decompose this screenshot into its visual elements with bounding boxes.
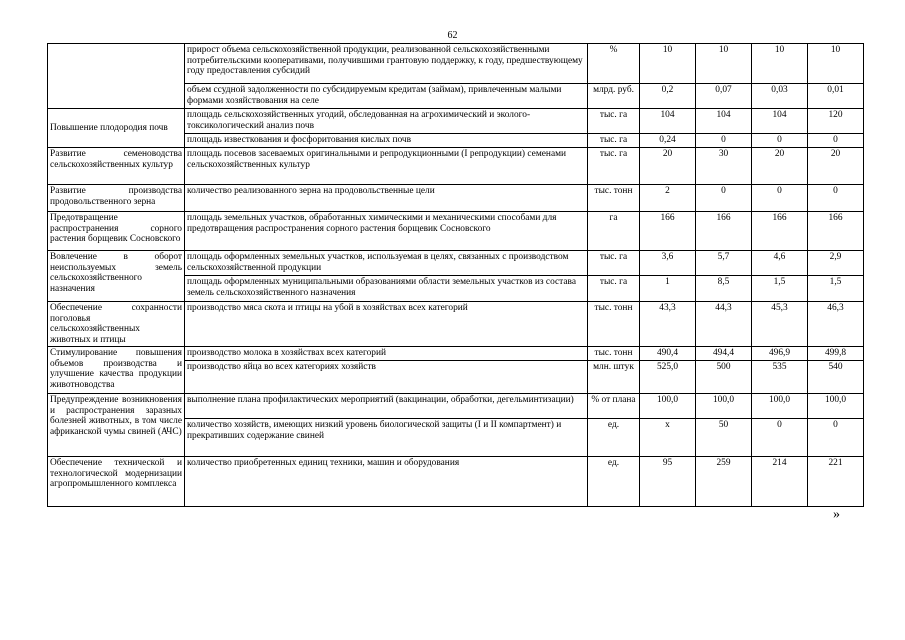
direction-cell — [48, 44, 185, 109]
value-cell: 1,5 — [808, 276, 864, 302]
value-cell: 0 — [808, 419, 864, 457]
value-cell: 0,03 — [752, 84, 808, 109]
indicator-cell: объем ссудной задолженности по субсидируемым кредитам (займам), привлеченным малыми формами хозяйствования на селе — [185, 84, 588, 109]
value-cell: 0 — [696, 134, 752, 148]
value-cell: 43,3 — [640, 302, 696, 347]
value-cell: 0 — [808, 134, 864, 148]
value-cell: 496,9 — [752, 347, 808, 361]
value-cell: 45,3 — [752, 302, 808, 347]
value-cell: 20 — [808, 148, 864, 185]
direction-cell: Обеспечение сохранности поголовья сельскохозяйственных животных и птицы — [48, 302, 185, 347]
table-row — [48, 44, 864, 84]
value-cell: 0,07 — [696, 84, 752, 109]
value-cell: 494,4 — [696, 347, 752, 361]
value-cell: 0 — [752, 134, 808, 148]
unit-cell: тыс. тонн — [588, 302, 640, 347]
table-row — [48, 212, 864, 251]
indicator-cell: площадь посевов засеваемых оригинальными и репродукционными (I репродукции) семенами сельскохозяйственных культур — [185, 148, 588, 185]
value-cell: 499,8 — [808, 347, 864, 361]
value-cell: 0 — [752, 419, 808, 457]
direction-cell: Стимулирование повышения объемов производства и улучшение качества продукции животноводства — [48, 347, 185, 394]
value-cell: 0,24 — [640, 134, 696, 148]
direction-cell: Развитие семеноводства сельскохозяйственных культур — [48, 148, 185, 185]
value-cell: 0 — [696, 185, 752, 212]
unit-cell: тыс. га — [588, 276, 640, 302]
value-cell: 2,9 — [808, 251, 864, 276]
value-cell: 104 — [696, 109, 752, 134]
indicator-cell: площадь земельных участков, обработанных химическими и механическими способами для предотвращения распространения сорного растения борщевик Сосновского — [185, 212, 588, 251]
value-cell: 166 — [696, 212, 752, 251]
indicator-cell: производство яйца во всех категориях хозяйств — [185, 361, 588, 394]
table-row — [48, 347, 864, 361]
value-cell: 104 — [752, 109, 808, 134]
unit-cell: % — [588, 44, 640, 84]
value-cell: 46,3 — [808, 302, 864, 347]
direction-cell: Обеспечение технической и технологической модернизации агропромышленного комплекса — [48, 457, 185, 507]
value-cell: 166 — [808, 212, 864, 251]
value-cell: 20 — [640, 148, 696, 185]
unit-cell: млн. штук — [588, 361, 640, 394]
value-cell: 2 — [640, 185, 696, 212]
value-cell: 50 — [696, 419, 752, 457]
value-cell: 0 — [808, 185, 864, 212]
value-cell: 100,0 — [808, 394, 864, 419]
value-cell: х — [640, 419, 696, 457]
table-row — [48, 251, 864, 276]
value-cell: 95 — [640, 457, 696, 507]
value-cell: 100,0 — [752, 394, 808, 419]
indicator-cell: площадь известкования и фосфоритования кислых почв — [185, 134, 588, 148]
unit-cell: % от плана — [588, 394, 640, 419]
table-row — [48, 148, 864, 185]
table-row — [48, 394, 864, 419]
value-cell: 525,0 — [640, 361, 696, 394]
indicators-table — [47, 43, 864, 507]
value-cell: 490,4 — [640, 347, 696, 361]
indicator-cell: производство мяса скота и птицы на убой в хозяйствах всех категорий — [185, 302, 588, 347]
value-cell: 535 — [752, 361, 808, 394]
value-cell: 100,0 — [640, 394, 696, 419]
indicator-cell: площадь оформленных муниципальными образованиями области земельных участков из состава земель сельскохозяйственного назначения — [185, 276, 588, 302]
indicator-cell: прирост объема сельскохозяйственной продукции, реализованной сельскохозяйственными потребительскими кооперативами, получившими грантовую поддержку, к году, предшествующему году предоставления субсидий — [185, 44, 588, 84]
direction-cell: Предотвращение распространения сорного растения борщевик Сосновского — [48, 212, 185, 251]
table-row — [48, 109, 864, 134]
indicator-cell: выполнение плана профилактических мероприятий (вакцинации, обработки, дегельминтизации) — [185, 394, 588, 419]
value-cell: 259 — [696, 457, 752, 507]
value-cell: 0,01 — [808, 84, 864, 109]
value-cell: 1,5 — [752, 276, 808, 302]
value-cell: 10 — [640, 44, 696, 84]
value-cell: 120 — [808, 109, 864, 134]
value-cell: 100,0 — [696, 394, 752, 419]
table-row — [48, 185, 864, 212]
value-cell: 214 — [752, 457, 808, 507]
value-cell: 4,6 — [752, 251, 808, 276]
value-cell: 0,2 — [640, 84, 696, 109]
value-cell: 10 — [808, 44, 864, 84]
value-cell: 540 — [808, 361, 864, 394]
value-cell: 1 — [640, 276, 696, 302]
direction-cell: Повышение плодородия почв — [48, 109, 185, 148]
unit-cell: ед. — [588, 419, 640, 457]
direction-cell: Развитие производства продовольственного зерна — [48, 185, 185, 212]
unit-cell: тыс. га — [588, 148, 640, 185]
indicator-cell: количество реализованного зерна на продовольственные цели — [185, 185, 588, 212]
value-cell: 0 — [752, 185, 808, 212]
unit-cell: тыс. тонн — [588, 185, 640, 212]
indicator-cell: производство молока в хозяйствах всех категорий — [185, 347, 588, 361]
direction-cell: Вовлечение в оборот неиспользуемых земель сельскохозяйственного назначения — [48, 251, 185, 302]
value-cell: 5,7 — [696, 251, 752, 276]
value-cell: 221 — [808, 457, 864, 507]
value-cell: 8,5 — [696, 276, 752, 302]
indicator-cell: количество хозяйств, имеющих низкий уровень биологической защиты (I и II компартмент) и прекративших содержание свиней — [185, 419, 588, 457]
table-row — [48, 302, 864, 347]
unit-cell: тыс. тонн — [588, 347, 640, 361]
value-cell: 10 — [752, 44, 808, 84]
unit-cell: млрд. руб. — [588, 84, 640, 109]
direction-cell: Предупреждение возникновения и распространения заразных болезней животных, в том числе африканской чумы свиней (АЧС) — [48, 394, 185, 457]
value-cell: 500 — [696, 361, 752, 394]
indicator-cell: площадь сельскохозяйственных угодий, обследованная на агрохимический и эколого-токсикологический анализ почв — [185, 109, 588, 134]
value-cell: 10 — [696, 44, 752, 84]
table-row — [48, 457, 864, 507]
value-cell: 166 — [752, 212, 808, 251]
unit-cell: тыс. га — [588, 251, 640, 276]
unit-cell: ед. — [588, 457, 640, 507]
value-cell: 44,3 — [696, 302, 752, 347]
value-cell: 3,6 — [640, 251, 696, 276]
value-cell: 30 — [696, 148, 752, 185]
unit-cell: га — [588, 212, 640, 251]
page-number: 62 — [447, 30, 458, 41]
continuation-mark: » — [833, 507, 840, 522]
value-cell: 20 — [752, 148, 808, 185]
value-cell: 104 — [640, 109, 696, 134]
indicator-cell: площадь оформленных земельных участков, используемая в целях, связанных с производством сельскохозяйственной продукции — [185, 251, 588, 276]
value-cell: 166 — [640, 212, 696, 251]
unit-cell: тыс. га — [588, 109, 640, 134]
unit-cell: тыс. га — [588, 134, 640, 148]
indicator-cell: количество приобретенных единиц техники, машин и оборудования — [185, 457, 588, 507]
